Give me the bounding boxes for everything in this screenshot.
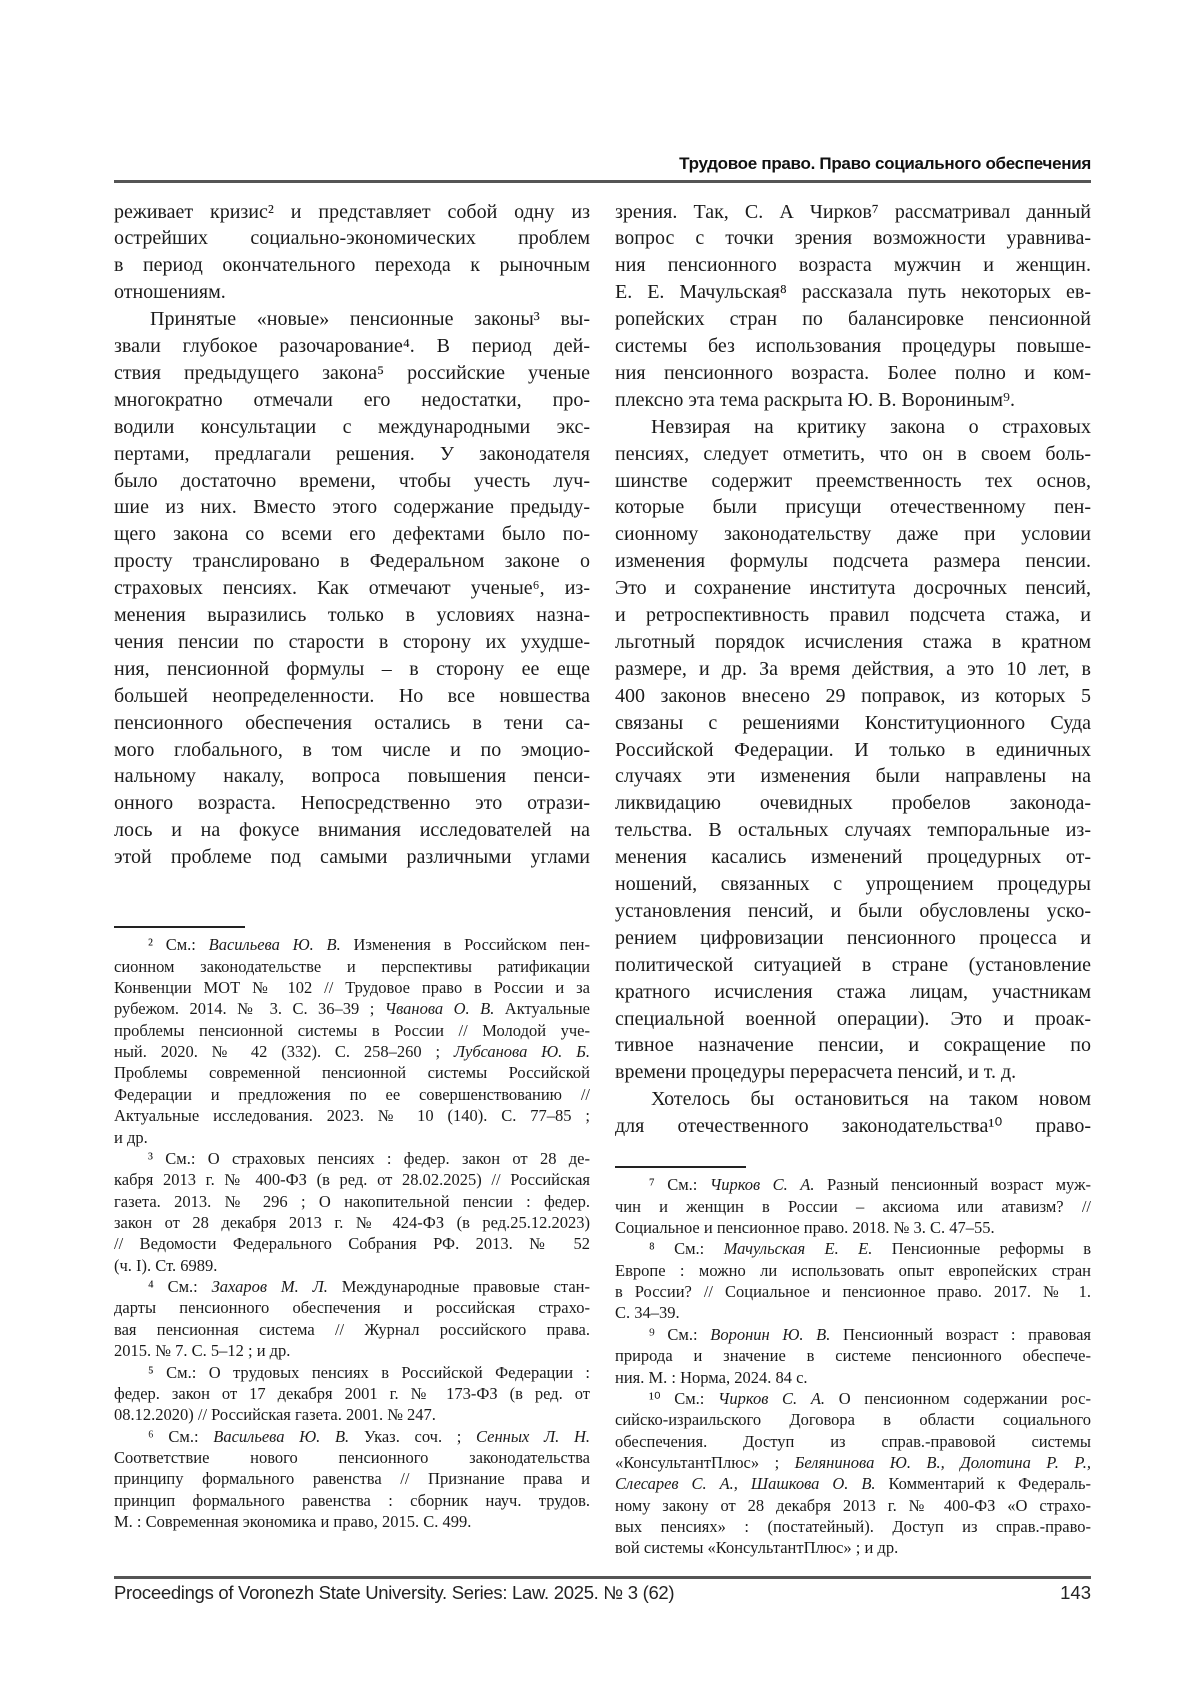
body-text-line: для отечественного законодательства¹⁰ право- bbox=[615, 1113, 1091, 1140]
footnote-line: вых пенсиях» : (постатейный). Доступ из справ.-право- bbox=[615, 1516, 1091, 1537]
body-text-line: времени процедуры перерасчета пенсий, и т. д. bbox=[615, 1059, 1091, 1086]
footnote-text: ный. 2020. № 42 (332). С. 258–260 ; bbox=[114, 1042, 454, 1061]
footnote-line: ³ См.: О страховых пенсиях : федер. закон от 28 де- bbox=[148, 1148, 590, 1169]
body-text-line: онного возраста. Непосредственно это отрази- bbox=[114, 790, 590, 817]
footnote-line: вой системы «КонсультантПлюс» ; и др. bbox=[615, 1537, 1091, 1558]
body-text-line: водили консультации с международными экс- bbox=[114, 414, 590, 441]
body-text-line: страховых пенсиях. Как отмечают ученые⁶, из- bbox=[114, 575, 590, 602]
body-text-line: тивное назначение пенсии, и сокращение по bbox=[615, 1032, 1091, 1059]
footnote-line: газета. 2013. № 296 ; О накопительной пенсии : федер. bbox=[114, 1191, 590, 1212]
body-text-line: специальной военной операции). Это и проак- bbox=[615, 1006, 1091, 1033]
footnote-line bbox=[649, 1324, 1091, 1345]
footnote-line bbox=[615, 1452, 1091, 1473]
left-footnote-separator bbox=[114, 926, 245, 928]
footnote-line bbox=[114, 998, 590, 1019]
body-text-line: 400 законов внесено 29 поправок, из которых 5 bbox=[615, 683, 1091, 710]
right-footnote-separator bbox=[615, 1166, 746, 1168]
footnote-author-italic: Васильева Ю. В. bbox=[209, 935, 341, 954]
body-text-line: менения касались изменений процедурных от- bbox=[615, 844, 1091, 871]
footnote-text: Изменения в Российском пен- bbox=[341, 935, 590, 954]
footnote-text: ⁶ См.: bbox=[148, 1427, 213, 1446]
body-text-line: менения выразились только в условиях назна- bbox=[114, 602, 590, 629]
footnote-author-italic: Чванова О. В. bbox=[385, 999, 495, 1018]
footnote-text: Комментарий к Федераль- bbox=[876, 1474, 1091, 1493]
left-column bbox=[114, 0, 590, 1698]
footnote-line bbox=[148, 1276, 590, 1297]
body-text-line: пенсионного обеспечения остались в тени са- bbox=[114, 710, 590, 737]
body-text-line: связаны с решениями Конституционного Суда bbox=[615, 710, 1091, 737]
footnote-text: Пенсионный возраст : правовая bbox=[830, 1325, 1091, 1344]
running-header-section-title: Трудовое право. Право социального обеспечения bbox=[679, 154, 1091, 174]
footnote-text: Актуальные bbox=[494, 999, 590, 1018]
body-text-line: многократно отмечали его недостатки, про- bbox=[114, 387, 590, 414]
footnote-line: (ч. I). Ст. 6989. bbox=[114, 1255, 590, 1276]
footnote-text: ⁹ См.: bbox=[649, 1325, 710, 1344]
footnote-line: природа и значение в системе пенсионного обеспече- bbox=[615, 1345, 1091, 1366]
journal-citation: Proceedings of Voronezh State University. Series: Law. 2025. № 3 (62) bbox=[114, 1582, 674, 1604]
body-text-line: кратного исчисления стажа лицам, участникам bbox=[615, 979, 1091, 1006]
body-text-line: Невзирая на критику закона о страховых bbox=[651, 414, 1091, 441]
footnote-text: ¹⁰ См.: bbox=[649, 1389, 718, 1408]
footnote-line: Социальное и пенсионное право. 2018. № 3. С. 47–55. bbox=[615, 1217, 1091, 1238]
footnote-line: Европе : можно ли использовать опыт европейских стран bbox=[615, 1260, 1091, 1281]
body-text-line: ствия предыдущего закона⁵ российские ученые bbox=[114, 360, 590, 387]
body-text-line: пертами, предлагали решения. У законодателя bbox=[114, 441, 590, 468]
footnote-text: Разный пенсионный возраст муж- bbox=[814, 1175, 1091, 1194]
footnote-line: проблемы пенсионной системы в России // Молодой уче- bbox=[114, 1020, 590, 1041]
footnote-author-italic: Васильева Ю. В. bbox=[213, 1427, 349, 1446]
body-text-line: чения пенсии по старости в сторону их ухудше- bbox=[114, 629, 590, 656]
footnote-text: ⁷ См.: bbox=[649, 1175, 710, 1194]
right-column bbox=[615, 0, 1091, 1698]
body-text-line: ликвидацию очевидных пробелов законода- bbox=[615, 790, 1091, 817]
body-text-line: отношениям. bbox=[114, 279, 590, 306]
body-text-line: Хотелось бы остановиться на таком новом bbox=[651, 1086, 1091, 1113]
body-text-line: случаях эти изменения были направлены на bbox=[615, 763, 1091, 790]
body-text-line: рением цифровизации пенсионного процесса и bbox=[615, 925, 1091, 952]
body-text-line: вопрос с точки зрения возможности уравнива- bbox=[615, 225, 1091, 252]
body-text-line: большей неопределенности. Но все новшества bbox=[114, 683, 590, 710]
body-text-line: размере, и др. За время действия, а это 10 лет, в bbox=[615, 656, 1091, 683]
body-text-line: льготный порядок исчисления стажа в кратном bbox=[615, 629, 1091, 656]
footnote-line: сионном законодательстве и перспективы ратификации bbox=[114, 956, 590, 977]
footnote-line: чин и женщин в России – аксиома или атавизм? // bbox=[615, 1196, 1091, 1217]
footnote-author-italic: Чирков С. А. bbox=[710, 1175, 815, 1194]
body-text-line: острейших социально-экономических проблем bbox=[114, 225, 590, 252]
footnote-line: закон от 28 декабря 2013 г. № 424-ФЗ (в ред.25.12.2023) bbox=[114, 1212, 590, 1233]
footnote-line: ному закону от 28 декабря 2013 г. № 400-ФЗ «О страхо- bbox=[615, 1495, 1091, 1516]
body-text-line: пенсиях, следует отметить, что он в своем боль- bbox=[615, 441, 1091, 468]
footnote-text: ⁴ См.: bbox=[148, 1277, 212, 1296]
body-text-line: мого глобального, в том числе и по эмоцио- bbox=[114, 737, 590, 764]
body-text-line: ропейских стран по балансировке пенсионной bbox=[615, 306, 1091, 333]
footnote-line: // Ведомости Федерального Собрания РФ. 2013. № 52 bbox=[114, 1233, 590, 1254]
footnote-line bbox=[114, 1041, 590, 1062]
body-text-line: реживает кризис² и представляет собой одну из bbox=[114, 199, 590, 226]
body-text-line: шинстве содержит преемственность тех основ, bbox=[615, 468, 1091, 495]
footnote-line bbox=[649, 1238, 1091, 1259]
body-text-line: лось и на фокусе внимания исследователей на bbox=[114, 817, 590, 844]
footnote-line bbox=[148, 1426, 590, 1447]
body-text-line: ния пенсионного возраста. Более полно и ком- bbox=[615, 360, 1091, 387]
footnote-line bbox=[615, 1473, 1091, 1494]
body-text-line: которые были присущи отечественному пен- bbox=[615, 494, 1091, 521]
body-text-line: просту транслировано в Федеральном законе о bbox=[114, 548, 590, 575]
footnote-line: Актуальные исследования. 2023. № 10 (140). С. 77–85 ; bbox=[114, 1105, 590, 1126]
footnote-line: Соответствие нового пенсионного законодательства bbox=[114, 1447, 590, 1468]
body-text-line: Это и сохранение института досрочных пенсий, bbox=[615, 575, 1091, 602]
footnote-line bbox=[649, 1388, 1091, 1409]
footnote-line: дарты пенсионного обеспечения и российская страхо- bbox=[114, 1297, 590, 1318]
footnote-line: обеспечения. Доступ из справ.-правовой системы bbox=[615, 1431, 1091, 1452]
body-text-line: и ретроспективность правил подсчета стажа, и bbox=[615, 602, 1091, 629]
body-text-line: системы без использования процедуры повыше- bbox=[615, 333, 1091, 360]
footnote-text: ² См.: bbox=[148, 935, 209, 954]
footnote-author-italic: Воронин Ю. В. bbox=[710, 1325, 830, 1344]
footnote-line: федер. закон от 17 декабря 2001 г. № 173-ФЗ (в ред. от bbox=[114, 1383, 590, 1404]
footnote-line bbox=[649, 1174, 1091, 1195]
footnote-line: сийско-израильского Договора в области социального bbox=[615, 1409, 1091, 1430]
footnote-line: С. 34–39. bbox=[615, 1302, 1091, 1323]
footnote-text: ⁸ См.: bbox=[649, 1239, 724, 1258]
body-text-line: установления пенсий, и были обусловлены уско- bbox=[615, 898, 1091, 925]
body-text-line: в период окончательного перехода к рыночным bbox=[114, 252, 590, 279]
footnote-text: Указ. соч. ; bbox=[349, 1427, 476, 1446]
footnote-line: 08.12.2020) // Российская газета. 2001. № 247. bbox=[114, 1404, 590, 1425]
footnote-line: ния. М. : Норма, 2024. 84 с. bbox=[615, 1367, 1091, 1388]
footer-rule bbox=[114, 1576, 1091, 1579]
footnote-line: М. : Современная экономика и право, 2015. С. 499. bbox=[114, 1511, 590, 1532]
footnote-line: Федерации и предложения по ее совершенствованию // bbox=[114, 1084, 590, 1105]
body-text-line: этой проблеме под самыми различными углами bbox=[114, 844, 590, 871]
footnote-text: рубежом. 2014. № 3. С. 36–39 ; bbox=[114, 999, 385, 1018]
footnote-line bbox=[148, 934, 590, 955]
body-text-line: Российской Федерации. И только в единичных bbox=[615, 737, 1091, 764]
footnote-line: 2015. № 7. С. 5–12 ; и др. bbox=[114, 1340, 590, 1361]
footnote-line: вая пенсионная система // Журнал российского права. bbox=[114, 1319, 590, 1340]
footnote-line: принципу формального равенства // Признание права и bbox=[114, 1468, 590, 1489]
body-text-line: ния, пенсионной формулы – в сторону ее еще bbox=[114, 656, 590, 683]
footnote-line: кабря 2013 г. № 400-ФЗ (в ред. от 28.02.2025) // Российская bbox=[114, 1169, 590, 1190]
footnote-author-italic: Мачульская Е. Е. bbox=[724, 1239, 873, 1258]
body-text-line: ния пенсионного возраста мужчин и женщин. bbox=[615, 252, 1091, 279]
footnote-text: «КонсультантПлюс» ; bbox=[615, 1453, 795, 1472]
body-text-line: щего закона со всеми его дефектами было по- bbox=[114, 521, 590, 548]
body-text-line: изменения формулы подсчета размера пенсии. bbox=[615, 548, 1091, 575]
footnote-author-italic: Чирков С. А. bbox=[718, 1389, 825, 1408]
body-text-line: Принятые «новые» пенсионные законы³ вы- bbox=[150, 306, 590, 333]
footnote-line: принцип формального равенства : сборник науч. трудов. bbox=[114, 1490, 590, 1511]
footnote-author-italic: Слесарев С. А., Шашкова О. В. bbox=[615, 1474, 876, 1493]
body-text-line: зрения. Так, С. А Чирков⁷ рассматривал данный bbox=[615, 199, 1091, 226]
body-text-line: Е. Е. Мачульская⁸ рассказала путь некоторых ев- bbox=[615, 279, 1091, 306]
body-text-line: нальному накалу, вопроса повышения пенси- bbox=[114, 763, 590, 790]
body-text-line: ношений, связанных с упрощением процедуры bbox=[615, 871, 1091, 898]
footnote-author-italic: Сенных Л. Н. bbox=[476, 1427, 590, 1446]
body-text-line: было достаточно времени, чтобы учесть луч- bbox=[114, 468, 590, 495]
footnote-line: Проблемы современной пенсионной системы Российской bbox=[114, 1062, 590, 1083]
footnote-author-italic: Белянинова Ю. В., Долотина Р. Р., bbox=[795, 1453, 1091, 1472]
footnote-text: О пенсионном содержании рос- bbox=[825, 1389, 1091, 1408]
footnote-author-italic: Лубсанова Ю. Б. bbox=[454, 1042, 590, 1061]
footnote-line: в России? // Социальное и пенсионное право. 2017. № 1. bbox=[615, 1281, 1091, 1302]
footnote-line: и др. bbox=[114, 1127, 590, 1148]
page-number: 143 bbox=[1060, 1582, 1091, 1604]
body-text-line: тельства. В остальных случаях темпоральные из- bbox=[615, 817, 1091, 844]
body-text-line: шие из них. Вместо этого содержание предыду- bbox=[114, 494, 590, 521]
footnote-text: Пенсионные реформы в bbox=[872, 1239, 1091, 1258]
body-text-line: сионному законодательству даже при условии bbox=[615, 521, 1091, 548]
body-text-line: политической ситуацией в стране (установление bbox=[615, 952, 1091, 979]
footnote-author-italic: Захаров М. Л. bbox=[212, 1277, 328, 1296]
body-text-line: плексно эта тема раскрыта Ю. В. Ворониным⁹. bbox=[615, 387, 1091, 414]
footnote-line: Конвенции МОТ № 102 // Трудовое право в России и за bbox=[114, 977, 590, 998]
body-text-line: звали глубокое разочарование⁴. В период дей- bbox=[114, 333, 590, 360]
footnote-line: ⁵ См.: О трудовых пенсиях в Российской Федерации : bbox=[148, 1362, 590, 1383]
footnote-text: Международные правовые стан- bbox=[328, 1277, 590, 1296]
